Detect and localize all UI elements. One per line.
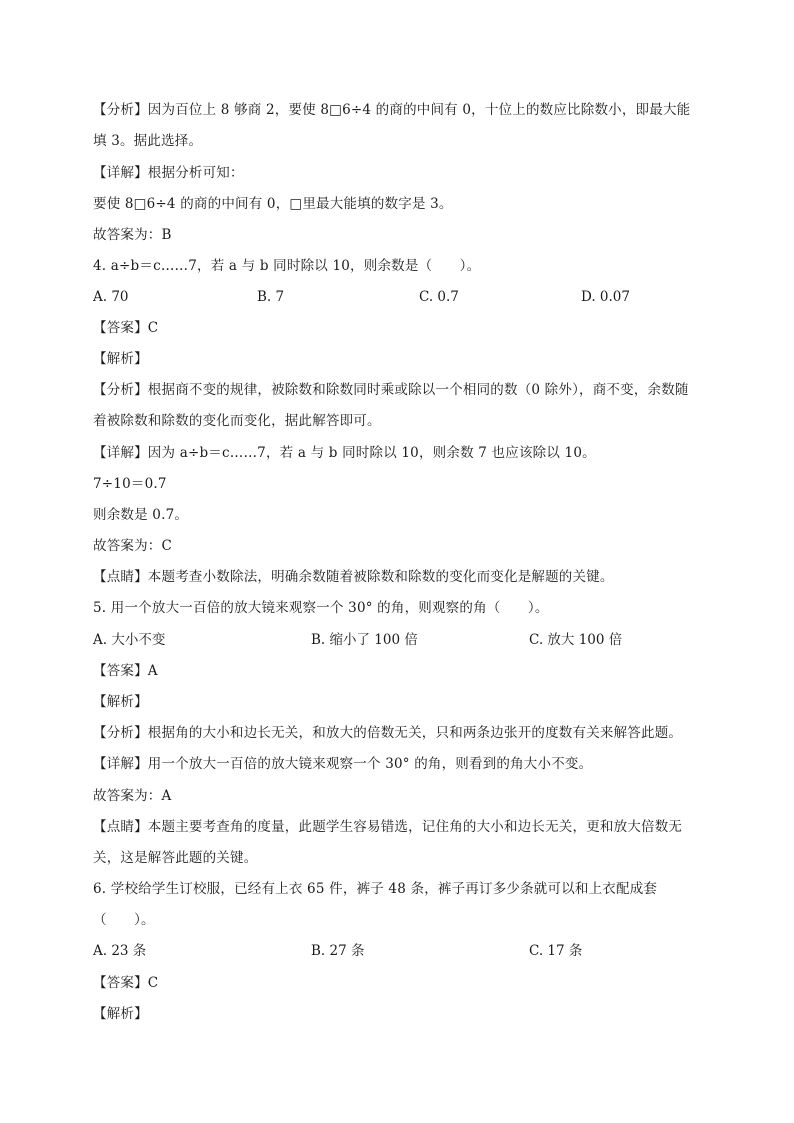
answer-label: 【答案】C [93, 975, 159, 991]
q6-option-b: B. 27 条 [311, 943, 365, 959]
q6-option-c: C. 17 条 [529, 943, 583, 959]
q4-option-c: C. 0.7 [419, 289, 459, 305]
text-line: 故答案为：B [93, 227, 172, 243]
text-line: 【详解】用一个放大一百倍的放大镜来观察一个 30° 的角，则看到的角大小不变。 [93, 756, 593, 772]
q4-option-b: B. 7 [257, 289, 285, 305]
text-line: 【详解】根据分析可知： [93, 165, 244, 181]
text-line: 【分析】根据商不变的规律，被除数和除数同时乘或除以一个相同的数（0 除外），商不变，余数随 [93, 382, 689, 398]
text-line: 填 3。据此选择。 [93, 133, 203, 149]
text-line: 要使 8□6÷4 的商的中间有 0，□里最大能填的数字是 3。 [93, 196, 453, 212]
text-line: 【详解】因为 a÷b＝c……7，若 a 与 b 同时除以 10，则余数 7 也应该除以 10。 [93, 445, 596, 461]
answer-label: 【答案】A [93, 663, 158, 679]
text-line: 着被除数和除数的变化而变化，据此解答即可。 [93, 413, 381, 429]
text-line: 【点睛】本题主要考查角的度量，此题学生容易错选，记住角的大小和边长无关，更和放大倍数无 [93, 819, 683, 835]
text-line: 故答案为：A [93, 788, 172, 804]
text-line: 【分析】根据角的大小和边长无关，和放大的倍数无关，只和两条边张开的度数有关来解答此题。 [93, 725, 683, 741]
text-line: 故答案为：C [93, 538, 173, 554]
text-line: 则余数是 0.7。 [93, 507, 189, 523]
q5-option-a: A. 大小不变 [93, 632, 166, 648]
question-5: 5. 用一个放大一百倍的放大镜来观察一个 30° 的角，则观察的角（ ）。 [93, 600, 549, 616]
text-line: （ ）。 [93, 912, 155, 928]
analysis-label: 【解析】 [93, 351, 148, 367]
text-line: 关，这是解答此题的关键。 [93, 850, 258, 866]
question-4: 4. a÷b＝c……7，若 a 与 b 同时除以 10，则余数是（ ）。 [93, 258, 481, 274]
question-6: 6. 学校给学生订校服，已经有上衣 65 件，裤子 48 条，裤子再订多少条就可以和上衣配成套 [93, 881, 658, 897]
text-line: 【分析】因为百位上 8 够商 2，要使 8□6÷4 的商的中间有 0，十位上的数应比除数小，即最大能 [93, 102, 691, 118]
analysis-label: 【解析】 [93, 694, 148, 710]
text-line: 7÷10＝0.7 [93, 476, 167, 492]
q6-option-a: A. 23 条 [93, 943, 147, 959]
q4-option-d: D. 0.07 [581, 289, 630, 305]
answer-label: 【答案】C [93, 320, 159, 336]
text-line: 【点睛】本题考查小数除法，明确余数随着被除数和除数的变化而变化是解题的关键。 [93, 569, 614, 585]
q5-option-c: C. 放大 100 倍 [529, 632, 623, 648]
analysis-label: 【解析】 [93, 1006, 148, 1022]
q4-option-a: A. 70 [93, 289, 129, 305]
q5-option-b: B. 缩小了 100 倍 [311, 632, 418, 648]
